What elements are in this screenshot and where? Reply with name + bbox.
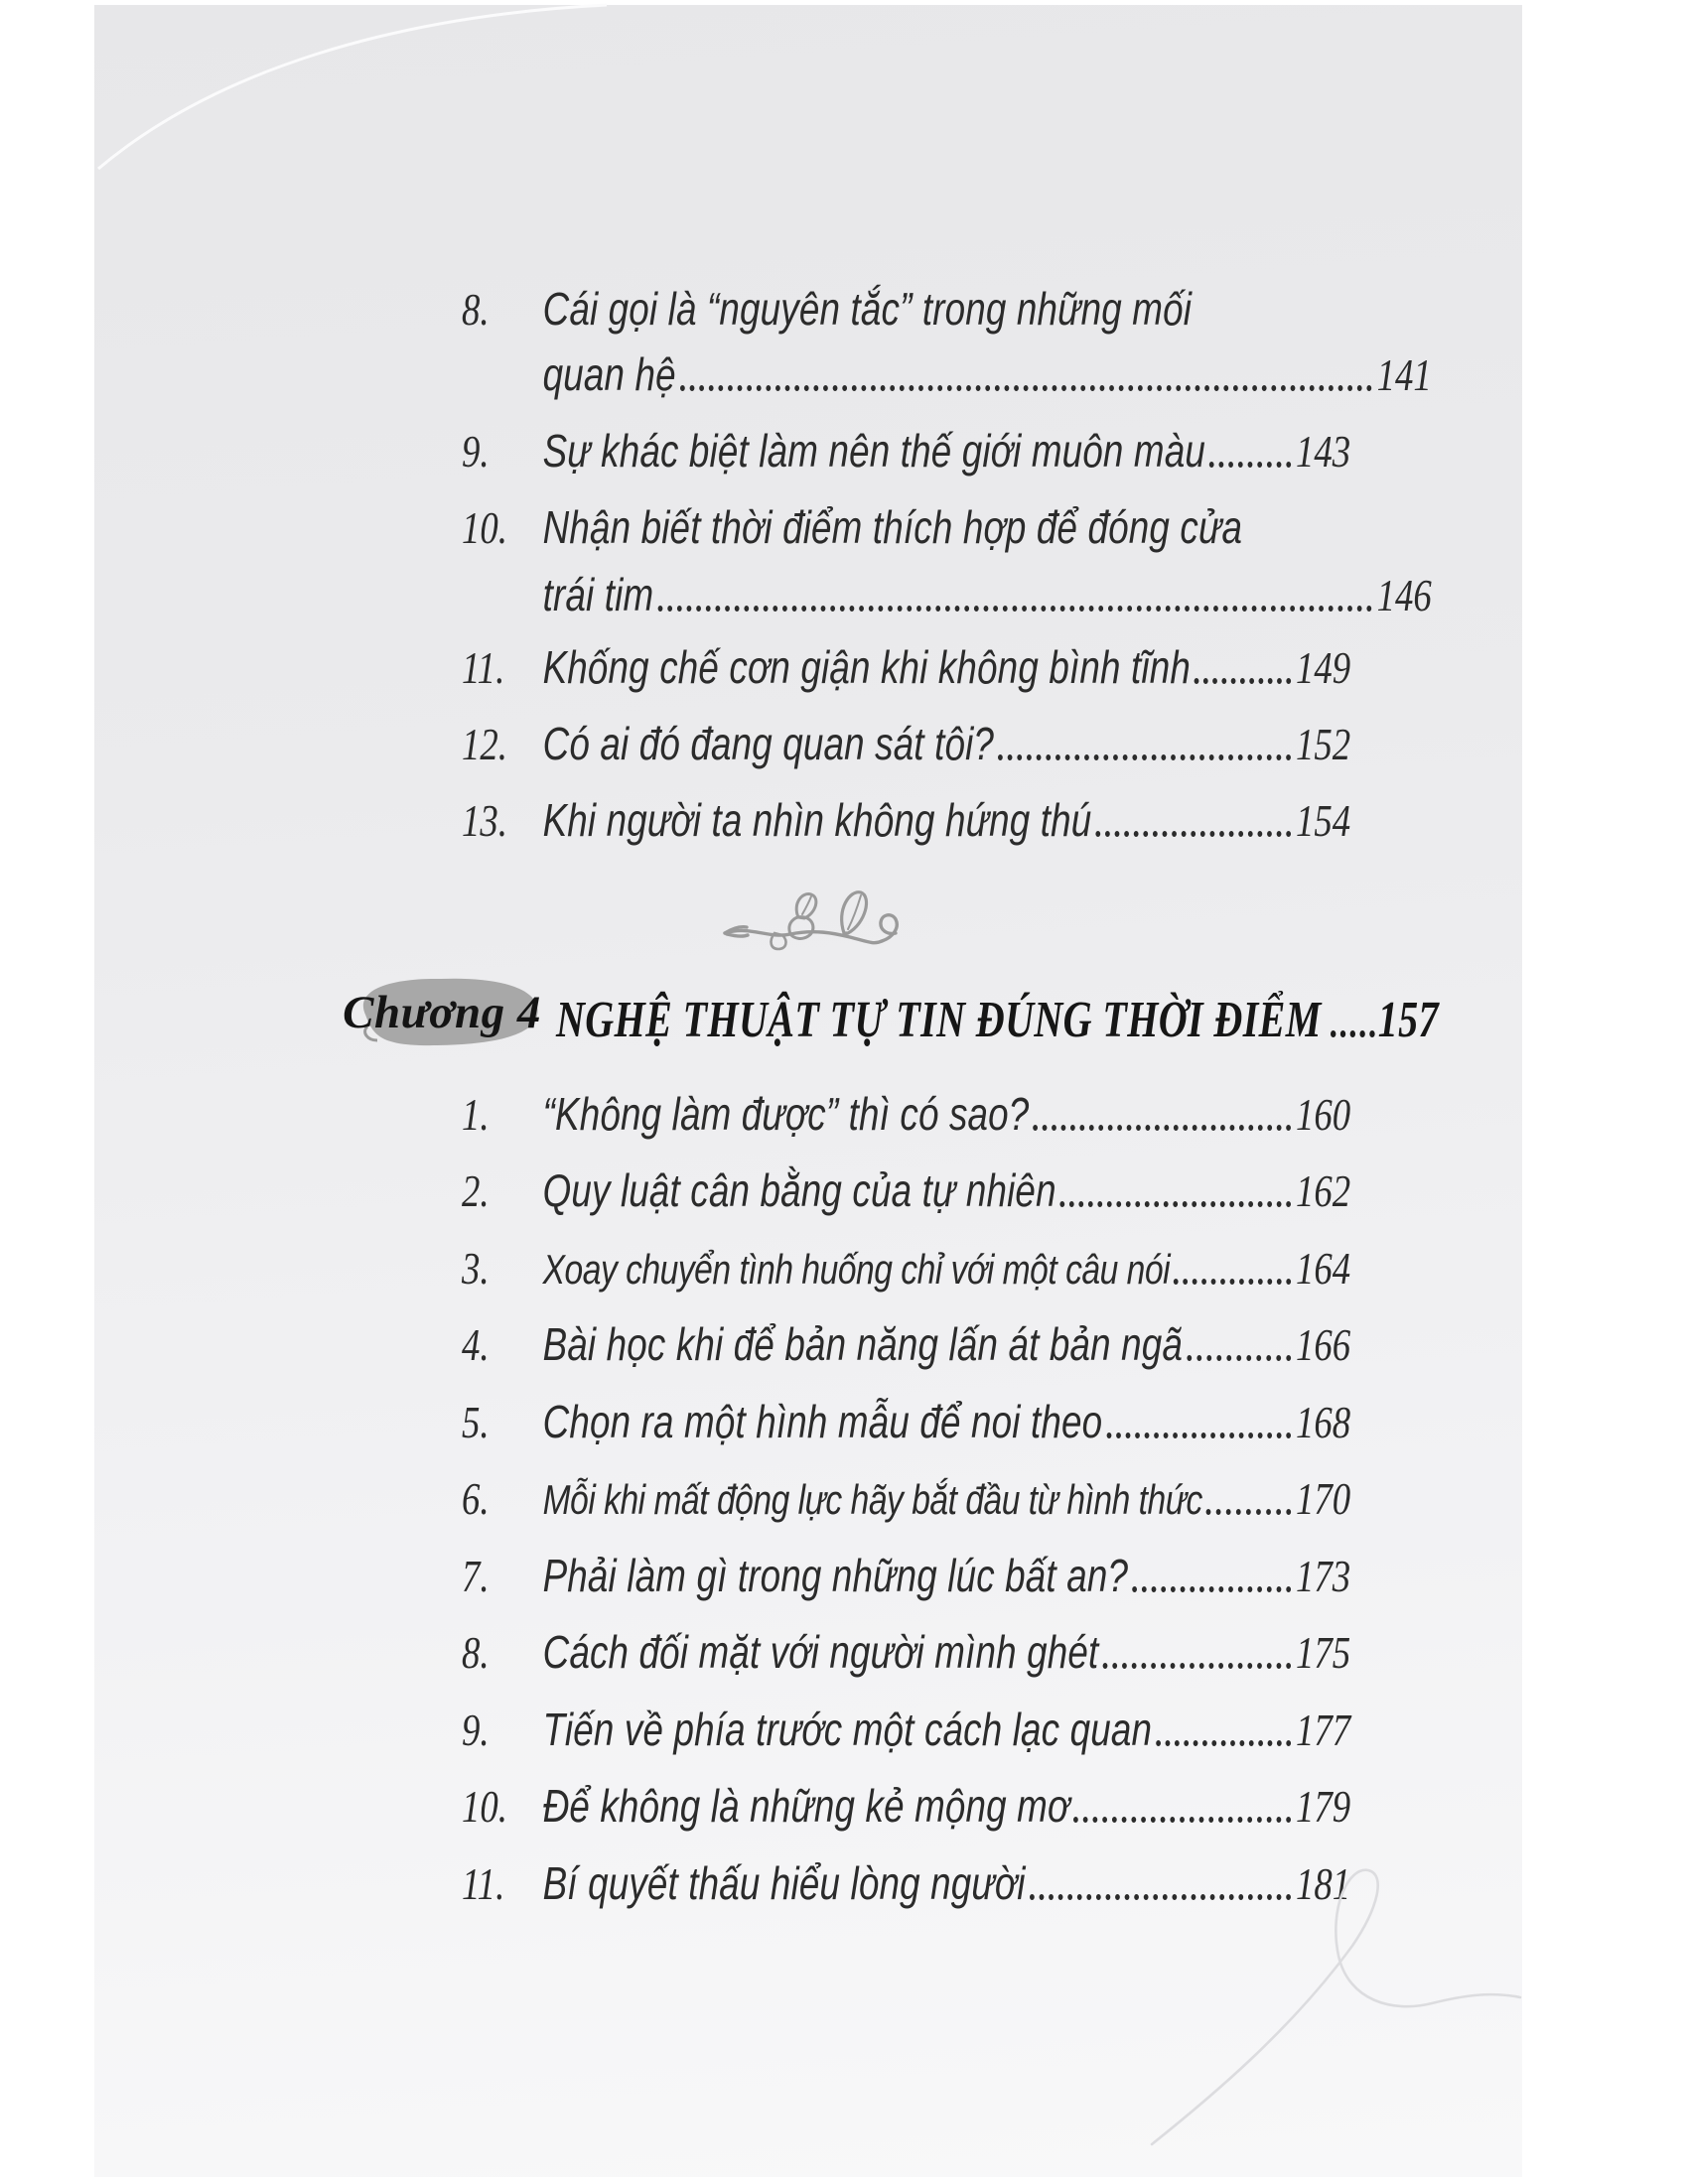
- toc-entry-page: 173: [1296, 1551, 1351, 1601]
- dot-leader: [1195, 678, 1291, 684]
- dot-leader: [1132, 1586, 1291, 1592]
- toc-entry: [462, 1236, 1350, 1292]
- toc-entry-page: 152: [1296, 719, 1351, 769]
- toc-entry-page: 143: [1296, 426, 1351, 477]
- chapter-label: Chương 4: [343, 986, 541, 1038]
- toc-entry-title: Phải làm gì trong những lúc bất an?: [542, 1549, 1129, 1601]
- toc-entry-page: 181: [1296, 1858, 1351, 1909]
- dot-leader: [1095, 831, 1291, 837]
- chapter-heading-row: [556, 973, 1439, 1048]
- toc-entry-number: 8.: [462, 1627, 490, 1678]
- toc-entry: [462, 788, 1350, 844]
- chapter-title: NGHỆ THUẬT TỰ TIN ĐÚNG THỜI ĐIỂM: [556, 992, 1322, 1048]
- toc-entry-title: Có ai đó đang quan sát tôi?: [542, 717, 995, 769]
- toc-entry-number: 9.: [462, 1705, 490, 1755]
- toc-entry-number: 6.: [462, 1473, 490, 1524]
- toc-entry-number: 8.: [462, 284, 490, 335]
- toc-entry-title: Bài học khi để bản năng lấn át bản ngã: [542, 1317, 1184, 1370]
- dot-leader: [1209, 462, 1291, 468]
- toc-entry-page: 149: [1296, 642, 1351, 693]
- toc-entry: [462, 1312, 1350, 1368]
- toc-entry: [462, 1774, 1350, 1830]
- toc-entry: [462, 1082, 1350, 1138]
- toc-entry-number: 11.: [462, 642, 505, 693]
- dot-leader: [1156, 1740, 1291, 1746]
- toc-entry-title: Xoay chuyển tình huống chỉ với một câu nói: [542, 1245, 1171, 1293]
- toc-entry-number: 4.: [462, 1319, 490, 1370]
- toc-entry-page: 154: [1296, 795, 1351, 846]
- chapter-label-badge: [338, 975, 546, 1050]
- chapter-page: 157: [1377, 992, 1439, 1048]
- toc-entry: [462, 635, 1350, 691]
- dot-leader: [657, 606, 1372, 612]
- toc-entry-title: quan hệ: [542, 347, 676, 400]
- dot-leader: [1187, 1355, 1291, 1361]
- toc-entry-page: 168: [1296, 1397, 1351, 1447]
- toc-entry: [462, 277, 1350, 333]
- toc-entry-page: 162: [1296, 1165, 1351, 1216]
- toc-entry-page: 141: [1376, 349, 1432, 400]
- toc-entry-continuation: [462, 563, 1432, 618]
- toc-entry-number: 11.: [462, 1858, 505, 1909]
- dot-leader: [1060, 1201, 1292, 1207]
- dot-leader: [680, 385, 1372, 391]
- toc-entry: [462, 1390, 1350, 1445]
- toc-entry-title: Sự khác biệt làm nên thế giới muôn màu: [542, 424, 1205, 477]
- swirl-line-icon: [1132, 1846, 1522, 2149]
- toc-entry-number: 2.: [462, 1165, 490, 1216]
- dot-leader: [1206, 1509, 1291, 1515]
- toc-entry-number: 3.: [462, 1243, 490, 1294]
- toc-entry: [462, 1159, 1350, 1214]
- toc-entry-number: 1.: [462, 1089, 490, 1140]
- toc-entry: [462, 1466, 1350, 1522]
- dot-leader: [1102, 1663, 1291, 1669]
- toc-entry: [462, 1698, 1350, 1753]
- dot-leader: [1073, 1817, 1291, 1823]
- toc-entry-page: 170: [1296, 1473, 1351, 1524]
- toc-entry-number: 9.: [462, 426, 490, 477]
- toc-entry-page: 164: [1296, 1243, 1351, 1294]
- toc-entry-number: 12.: [462, 719, 507, 769]
- toc-entry-title: Quy luật cân bằng của tự nhiên: [542, 1163, 1056, 1216]
- dot-leader: [1331, 1030, 1375, 1037]
- toc-entry-title: Cái gọi là “nguyên tắc” trong những mối: [542, 282, 1193, 335]
- dot-leader: [1174, 1279, 1291, 1285]
- dot-leader: [998, 754, 1291, 760]
- toc-entry-number: 10.: [462, 1781, 507, 1832]
- toc-entry-page: 179: [1296, 1781, 1351, 1832]
- toc-entry-title: Mỗi khi mất động lực hãy bắt đầu từ hình thức: [542, 1475, 1202, 1523]
- toc-entry: [462, 1544, 1350, 1599]
- toc-entry-title: Bí quyết thấu hiểu lòng người: [542, 1856, 1026, 1909]
- vine-flourish-icon: [717, 882, 930, 963]
- toc-entry-page: 166: [1296, 1319, 1351, 1370]
- toc-entry-page: 177: [1296, 1705, 1351, 1755]
- dot-leader: [1033, 1125, 1291, 1131]
- toc-entry-title: Khi người ta nhìn không hứng thú: [542, 793, 1092, 846]
- toc-entry-page: 146: [1376, 570, 1432, 620]
- toc-entry-title: trái tim: [542, 568, 654, 620]
- toc-entry-title: Để không là những kẻ mộng mơ: [542, 1779, 1070, 1832]
- toc-entry-continuation: [462, 342, 1432, 398]
- toc-entry: [462, 495, 1350, 551]
- toc-entry-number: 7.: [462, 1551, 490, 1601]
- toc-entry-title: “Không làm được” thì có sao?: [542, 1087, 1030, 1140]
- toc-entry-title: Nhận biết thời điểm thích hợp để đóng cửa: [542, 500, 1243, 553]
- toc-entry: [462, 1620, 1350, 1676]
- toc-entry-page: 160: [1296, 1089, 1351, 1140]
- toc-entry-title: Khống chế cơn giận khi không bình tĩnh: [542, 640, 1191, 693]
- toc-entry-number: 10.: [462, 502, 507, 553]
- toc-entry-title: Chọn ra một hình mẫu để noi theo: [542, 1395, 1103, 1447]
- toc-entry-page: 175: [1296, 1627, 1351, 1678]
- toc-entry-number: 13.: [462, 795, 507, 846]
- toc-entry: [462, 712, 1350, 767]
- toc-entry-title: Cách đối mặt với người mình ghét: [542, 1625, 1099, 1678]
- toc-entry-number: 5.: [462, 1397, 490, 1447]
- dot-leader: [1106, 1433, 1291, 1438]
- toc-entry-title: Tiến về phía trước một cách lạc quan: [542, 1703, 1153, 1755]
- toc-entry: [462, 419, 1350, 475]
